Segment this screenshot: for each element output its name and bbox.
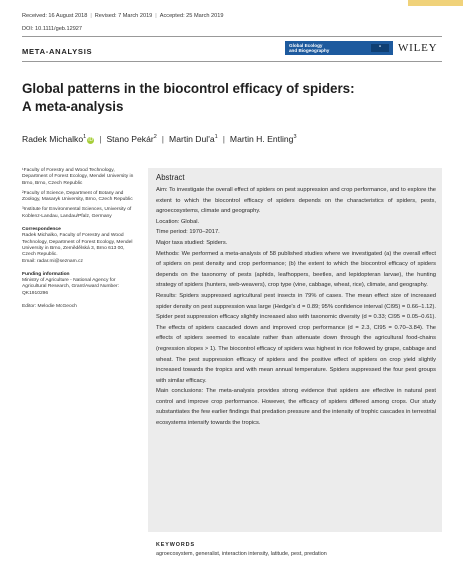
revised-date: Revised: 7 March 2019 bbox=[94, 13, 153, 19]
results-text: Spiders suppressed agricultural pest insects in 79% of cases. The mean effect size of increased spider density on pest suppression was large (Hedge's d = 0.89; 95% confidence interval (CI95) = 0.66–1.12). Spider pest suppression efficacy slightly increased also with taxonomic diversity (d = 0.33; CI95 = 0.05–0.61). The effects of spiders cascaded down and improved crop performance (d = 2.3, CI95 = 0.70–3.84). The effects of spiders seemed to escalate rather than attenuate down through the agricultural food-chains (regression slopes > 1). The biocontrol efficacy of spiders was highest in rice followed by grape, cabbage and wheat. The pest suppression efficacy of spiders and the positive effect of spiders on crop yield slightly increased towards the tropics and with mean annual temperature. Spiders suppressed the four pest groups with similar efficacy. bbox=[156, 292, 436, 384]
correspondence-text: Radek Michalko, Faculty of Forestry and Wood Technology, Department of Forest Ecology, Mendel University in Brno, Zemědělská 3, Brno 613 00, Czech Republic. bbox=[22, 233, 133, 258]
orcid-icon[interactable]: iD bbox=[88, 137, 94, 143]
doi[interactable]: DOI: 10.1111/geb.12927 bbox=[22, 26, 83, 32]
received-date: Received: 16 August 2018 bbox=[22, 13, 88, 19]
affiliation: ³Institute for Environmental Sciences, University of Koblenz-Landau, Landau/Pfalz, Germany bbox=[22, 207, 132, 219]
author-name[interactable]: Stano Pekár bbox=[106, 134, 154, 144]
location-label: Location: bbox=[156, 218, 180, 225]
accepted-date: Accepted: 25 March 2019 bbox=[159, 13, 224, 19]
author-name[interactable]: Radek Michalko bbox=[22, 134, 84, 144]
correspondence-heading: Correspondence bbox=[22, 227, 61, 233]
journal-name-line1: Global Ecology bbox=[289, 42, 323, 48]
affiliation: ¹Faculty of Forestry and Wood Technology, Department of Forest Ecology, Mendel University in Brno, Brno, Czech Republic bbox=[22, 168, 134, 186]
section-divider bbox=[22, 61, 442, 62]
keywords-list: agroecosystem, generalist, interaction intensity, latitude, pest, predation bbox=[156, 551, 327, 557]
abstract-body bbox=[156, 185, 436, 429]
corner-tab bbox=[408, 0, 463, 6]
author-affiliation-ref: 3 bbox=[293, 134, 297, 141]
time-text: 1970–2017. bbox=[189, 229, 220, 236]
abstract-location bbox=[156, 217, 436, 228]
abstract-results bbox=[156, 291, 436, 386]
author-list: Radek Michalko$^1$ iD | Stano Pekár$^2$ | Martin $Dul'a^1$ | Martin H. Entling$^3$ bbox=[22, 134, 297, 144]
aim-text: To investigate the overall effect of spiders on pest suppression and crop performance, and to explore the extent to which the biocontrol efficacy of spiders depends on the characteristics of spiders, pests, agroecosystems, climate and geography. bbox=[156, 187, 437, 215]
results-label: Results: bbox=[156, 292, 177, 299]
abstract-conclusions bbox=[156, 386, 436, 428]
abstract-box bbox=[148, 168, 442, 532]
journal-name bbox=[289, 43, 329, 53]
journal-badge-icon: ⊞ bbox=[371, 44, 389, 52]
abstract-methods bbox=[156, 249, 436, 291]
abstract-aim bbox=[156, 185, 436, 217]
publication-dates: Received: 16 August 2018 | Revised: 7 March 2019 | Accepted: 25 March 2019 bbox=[22, 13, 224, 19]
time-label: Time period: bbox=[156, 229, 188, 236]
abstract-heading: Abstract bbox=[156, 173, 185, 182]
taxa-text: Spiders. bbox=[206, 239, 228, 246]
journal-name-line2: and Biogeography bbox=[289, 47, 330, 53]
correspondence-email[interactable]: Email: radar.mi@seznam.cz bbox=[22, 258, 83, 264]
abstract-time-period bbox=[156, 227, 436, 238]
keywords-heading: KEYWORDS bbox=[156, 542, 195, 548]
affiliation: ²Faculty of Science, Department of Botany and Zoology, Masaryk University, Brno, Czech Republic bbox=[22, 190, 133, 203]
author-name[interactable]: Martin H. Entling bbox=[229, 134, 294, 144]
methods-text: We performed a meta-analysis of 58 published studies where we investigated (a) the overall effect of spiders on pest density and crop performance; (b) the extent to which the biocontrol efficacy of spiders depends on the taxonomy of pests (aphids, leafhoppers, beetles, and lepidopteran larvae), the hunting strategy of spiders (hunters, web-weavers), crop type (vine, cabbage, wheat, rice), climate, and geography. bbox=[156, 250, 436, 289]
conclusions-label: Main conclusions: bbox=[156, 388, 204, 395]
taxa-label: Major taxa studied: bbox=[156, 239, 205, 246]
header-divider bbox=[22, 36, 442, 37]
author-name[interactable]: Martin Dul'a bbox=[169, 134, 215, 144]
article-info-sidebar bbox=[22, 168, 138, 314]
funding-text: Ministry of Agriculture - National Agency for Agricultural Research, Grant/Award Number: QK1910296 bbox=[22, 278, 119, 296]
title-line1: Global patterns in the biocontrol efficacy of spiders: bbox=[22, 81, 355, 96]
location-text: Global. bbox=[180, 218, 200, 225]
title-line2: A meta-analysis bbox=[22, 99, 124, 114]
correspondence bbox=[22, 227, 138, 265]
abstract-taxa bbox=[156, 238, 436, 249]
author-affiliation-ref: 1 bbox=[83, 134, 87, 141]
author-affiliation-ref: 2 bbox=[153, 134, 157, 141]
methods-label: Methods: bbox=[156, 250, 180, 257]
journal-banner[interactable] bbox=[285, 41, 393, 55]
funding-heading: Funding information bbox=[22, 271, 70, 277]
editor: Editor: Melodie McGeoch bbox=[22, 304, 77, 310]
aim-label: Aim: bbox=[156, 187, 168, 193]
funding bbox=[22, 272, 138, 297]
conclusions-text: The meta-analysis provides strong evidence that spiders are effective in natural pest control and improve crop performance. However, the efficacy of spiders differed among crops. Our study substantiates the few earlier findings that predation pressure and the intensity of trophic cascades in terrestrial ecosystems intensify towards the tropics. bbox=[156, 388, 437, 427]
article-type: META-ANALYSIS bbox=[22, 47, 93, 56]
author-affiliation-ref: 1 bbox=[214, 134, 218, 141]
article-title bbox=[22, 80, 442, 116]
publisher-logo[interactable]: WILEY bbox=[398, 42, 438, 54]
